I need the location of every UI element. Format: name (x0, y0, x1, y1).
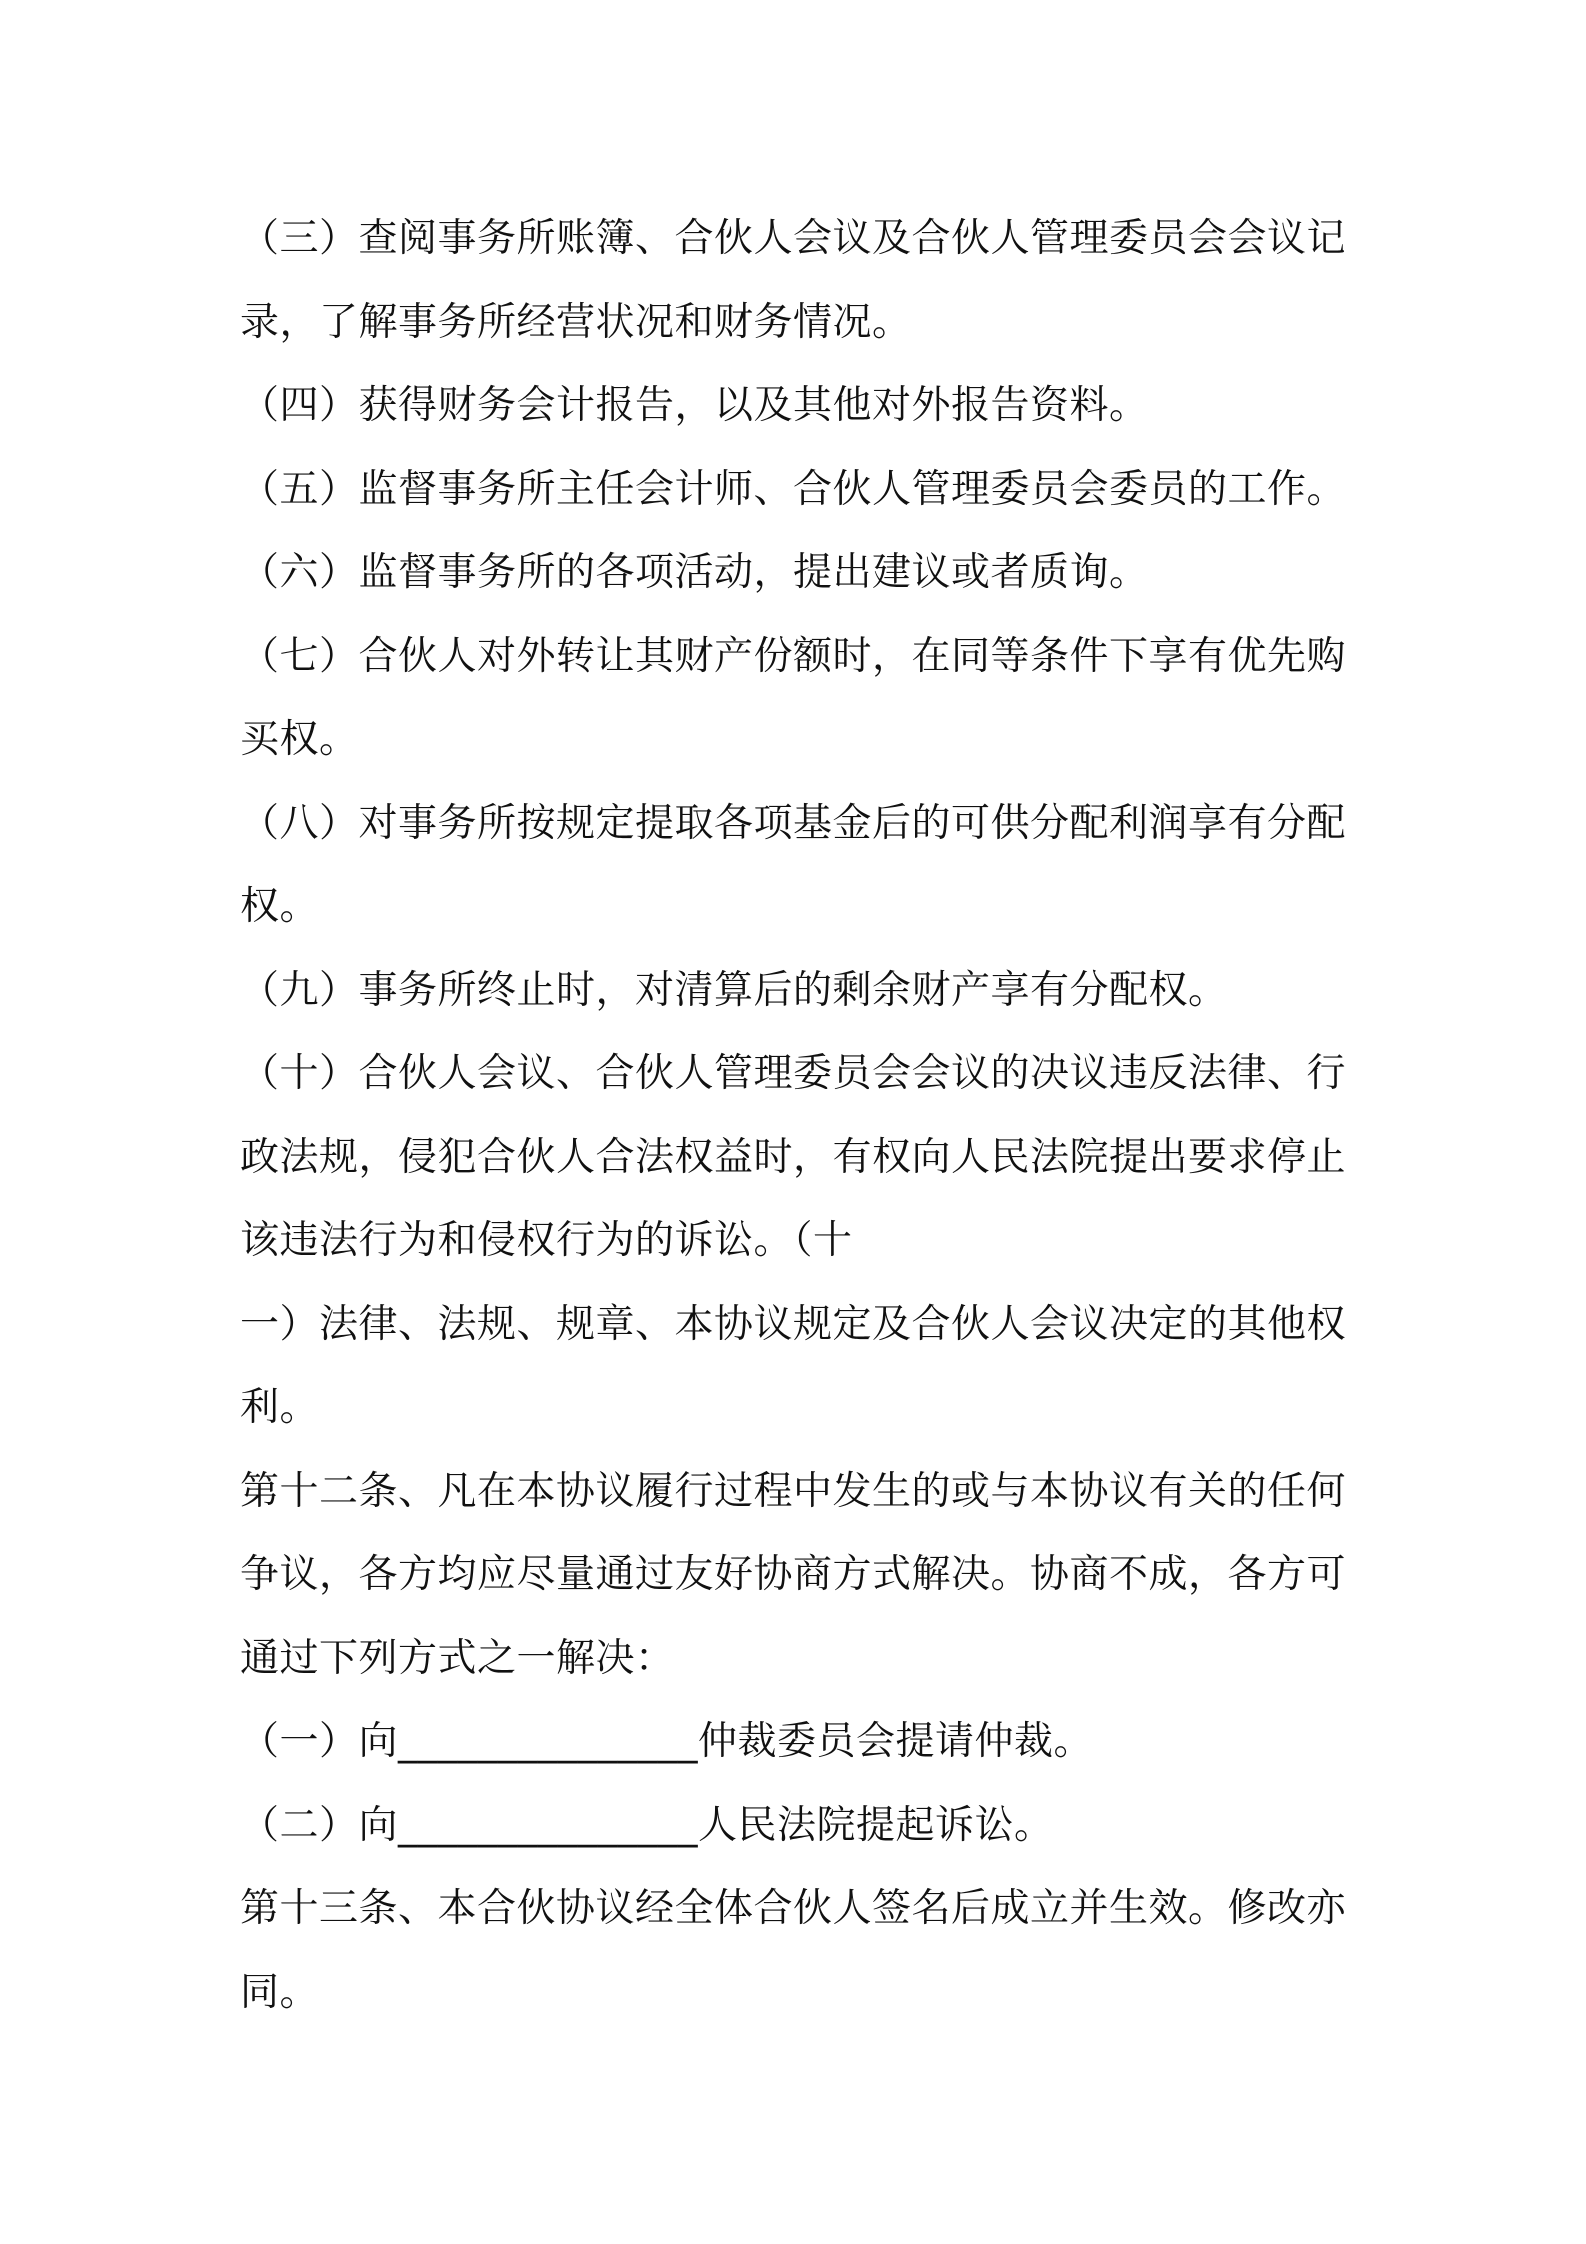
text-line: 第十三条、本合伙协议经全体合伙人签名后成立并生效。修改亦 (240, 1886, 1347, 1931)
text-line: 同。 (240, 1969, 320, 2015)
text-line: （十）合伙人会议、合伙人管理委员会会议的决议违反法律、行 (240, 1051, 1347, 1096)
text-line: 买权。 (240, 717, 359, 762)
text-line: （七）合伙人对外转让其财产份额时，在同等条件下享有优先购 (240, 633, 1347, 679)
text-line: 利。 (240, 1385, 320, 1430)
text-line: （二）向_______________人民法院提起诉讼。 (240, 1802, 1054, 1848)
text-line: （八）对事务所按规定提取各项基金后的可供分配利润享有分配 (240, 800, 1347, 846)
text-line: （三）查阅事务所账簿、合伙人会议及合伙人管理委员会会议记 (240, 216, 1347, 261)
text-line: 第十二条、凡在本协议履行过程中发生的或与本协议有关的任何 (240, 1468, 1347, 1514)
text-line: 一）法律、法规、规章、本协议规定及合伙人会议决定的其他权 (240, 1301, 1347, 1347)
document-body (240, 197, 1360, 2034)
text-line: （六）监督事务所的各项活动，提出建议或者质询。 (240, 550, 1149, 595)
text-line: （九）事务所终止时，对清算后的剩余财产享有分配权。 (240, 967, 1228, 1013)
text-line: （一）向_______________仲裁委员会提请仲裁。 (240, 1719, 1094, 1764)
text-line: 该违法行为和侵权行为的诉讼。（十 (240, 1218, 853, 1263)
text-line: （五）监督事务所主任会计师、合伙人管理委员会委员的工作。 (240, 466, 1347, 512)
text-line: 通过下列方式之一解决： (240, 1635, 675, 1681)
text-line: 政法规，侵犯合伙人合法权益时，有权向人民法院提出要求停止 (240, 1134, 1347, 1180)
text-line: 权。 (240, 884, 320, 929)
text-line: 录，了解事务所经营状况和财务情况。 (240, 299, 912, 345)
text-line: （四）获得财务会计报告，以及其他对外报告资料。 (240, 383, 1149, 428)
text-line: 争议，各方均应尽量通过友好协商方式解决。协商不成，各方可 (240, 1552, 1347, 1597)
